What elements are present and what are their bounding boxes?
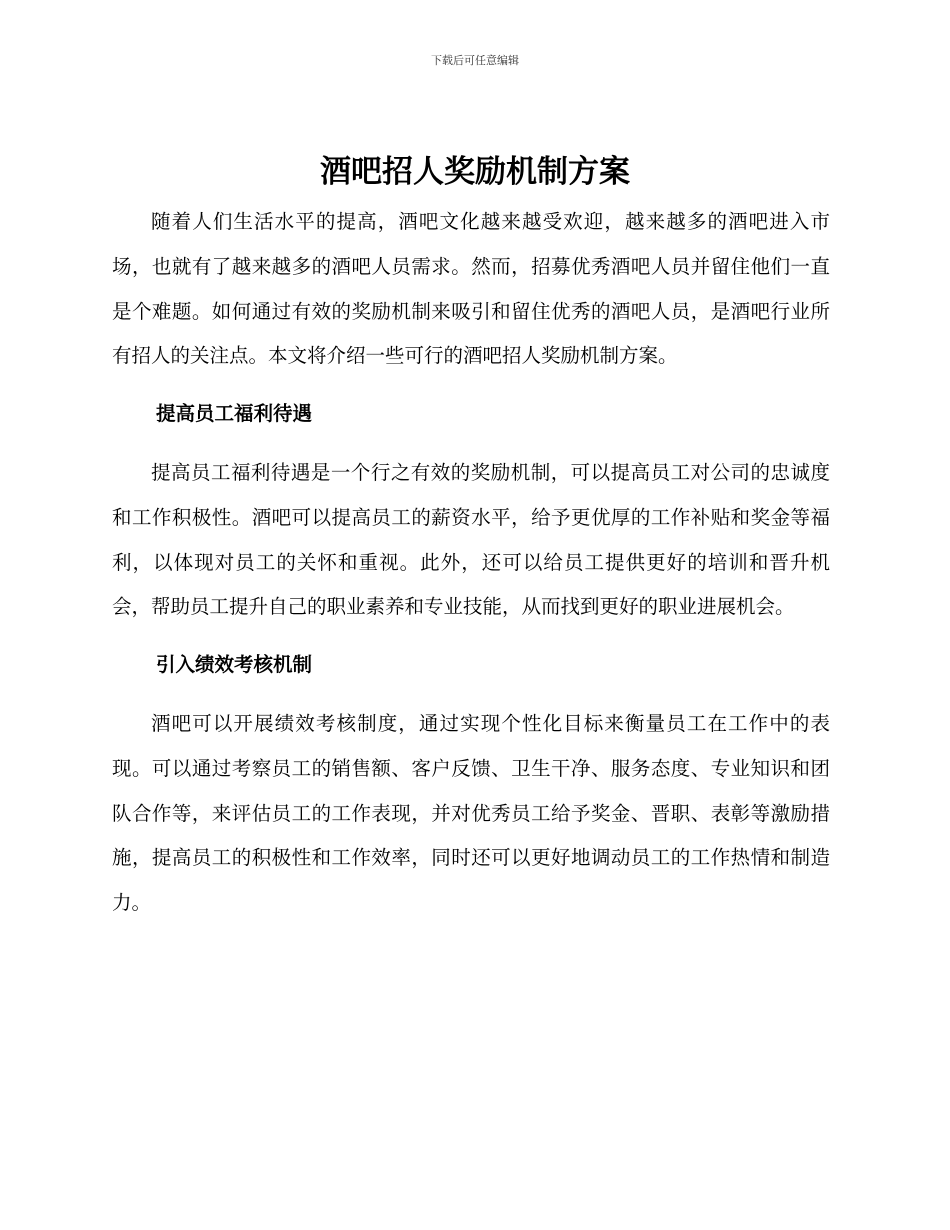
section-heading-benefits: 提高员工福利待遇 [156,402,313,426]
spacer [112,437,830,451]
intro-paragraph: 随着人们生活水平的提高，酒吧文化越来越受欢迎，越来越多的酒吧进入市场，也就有了越来越多的酒吧人员需求。然而，招募优秀酒吧人员并留住他们一直是个难题。如何通过有效的奖励机制来吸引和留住优秀的酒吧人员，是酒吧行业所有招人的关注点。本文将介绍一些可行的酒吧招人奖励机制方案。 [112,210,830,368]
header-note: 下载后可任意编辑 [431,54,519,67]
document-body [112,200,830,926]
spacer [112,379,830,392]
section-heading-performance: 引入绩效考核机制 [156,653,313,677]
section-body-performance: 酒吧可以开展绩效考核制度，通过实现个性化目标来衡量员工在工作中的表现。可以通过考察员工的销售额、客户反馈、卫生干净、服务态度、专业知识和团队合作等，来评估员工的工作表现，并对优秀员工给予奖金、晋职、表彰等激励措施，提高员工的积极性和工作效率，同时还可以更好地调动员工的工作热情和制造力。 [112,711,830,915]
spacer [112,688,830,702]
document-title: 酒吧招人奖励机制方案 [320,154,630,190]
spacer [112,630,830,643]
section-body-benefits: 提高员工福利待遇是一个行之有效的奖励机制，可以提高员工对公司的忠诚度和工作积极性。酒吧可以提高员工的薪资水平，给予更优厚的工作补贴和奖金等福利，以体现对员工的关怀和重视。此外，还可以给员工提供更好的培训和晋升机会，帮助员工提升自己的职业素养和专业技能，从而找到更好的职业进展机会。 [112,460,830,619]
